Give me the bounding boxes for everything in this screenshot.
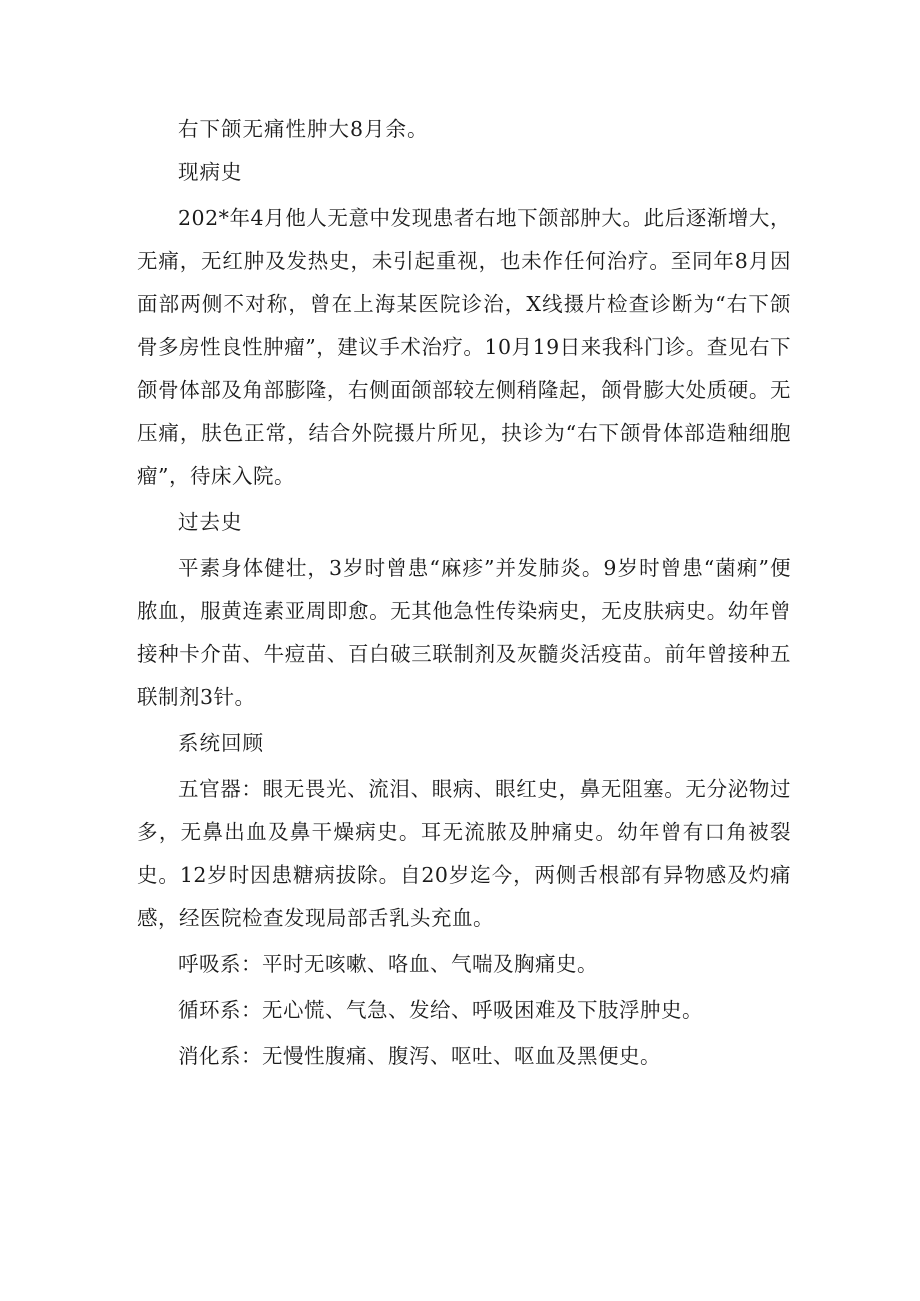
systems-review-heading: 系统回顾 — [178, 731, 264, 755]
past-history-heading: 过去史 — [178, 510, 243, 534]
digestive-review-text: 消化系：无慢性腹痛、腹泻、呕吐、呕血及黑便史。 — [178, 1044, 661, 1068]
circulatory-review-text: 循环系：无心慌、气急、发给、呼吸困难及下肢浮肿史。 — [178, 998, 703, 1022]
past-history-text: 平素身体健壮，3岁时曾患“麻疹”并发肺炎。9岁时曾患“菌痢”便脓血，服黄连素亚周即愈。无其他急性传染病史，无皮肤病史。幼年曾接种卡介苗、牛痘苗、百白破三联制剂及灰髓炎活疫苗。前年曾接种五联制剂3针。 — [137, 556, 791, 709]
present-illness-text: 202*年4月他人无意中发现患者右地下颌部肿大。此后逐渐增大，无痛，无红肿及发热史，未引起重视，也未作任何治疗。至同年8月因面部两侧不对称，曾在上海某医院诊治，X线摄片检查诊断为“右下颌骨多房性良性肿瘤”，建议手术治疗。10月19日来我科门诊。查见右下颌骨体部及角部膨隆，右侧面颌部较左侧稍隆起，颌骨膨大处质硬。无压痛，肤色正常，结合外院摄片所见，抉诊为“右下颌骨体部造釉细胞瘤”，待床入院。 — [137, 206, 791, 488]
ent-review-text: 五官器：眼无畏光、流泪、眼病、眼红史，鼻无阻塞。无分泌物过多，无鼻出血及鼻干燥病史。耳无流脓及肿痛史。幼年曾有口角被裂史。12岁时因患糖病拔除。自20岁迄今，两侧舌根部有异物感及灼痛感，经医院检查发现局部舌乳头充血。 — [137, 777, 791, 930]
present-illness-heading: 现病史 — [178, 160, 243, 184]
respiratory-review-text: 呼吸系：平时无咳嗽、咯血、气喘及胸痛史。 — [178, 952, 598, 976]
document-page — [137, 108, 791, 1078]
chief-complaint: 右下颌无痛性肿大8月余。 — [178, 117, 429, 141]
